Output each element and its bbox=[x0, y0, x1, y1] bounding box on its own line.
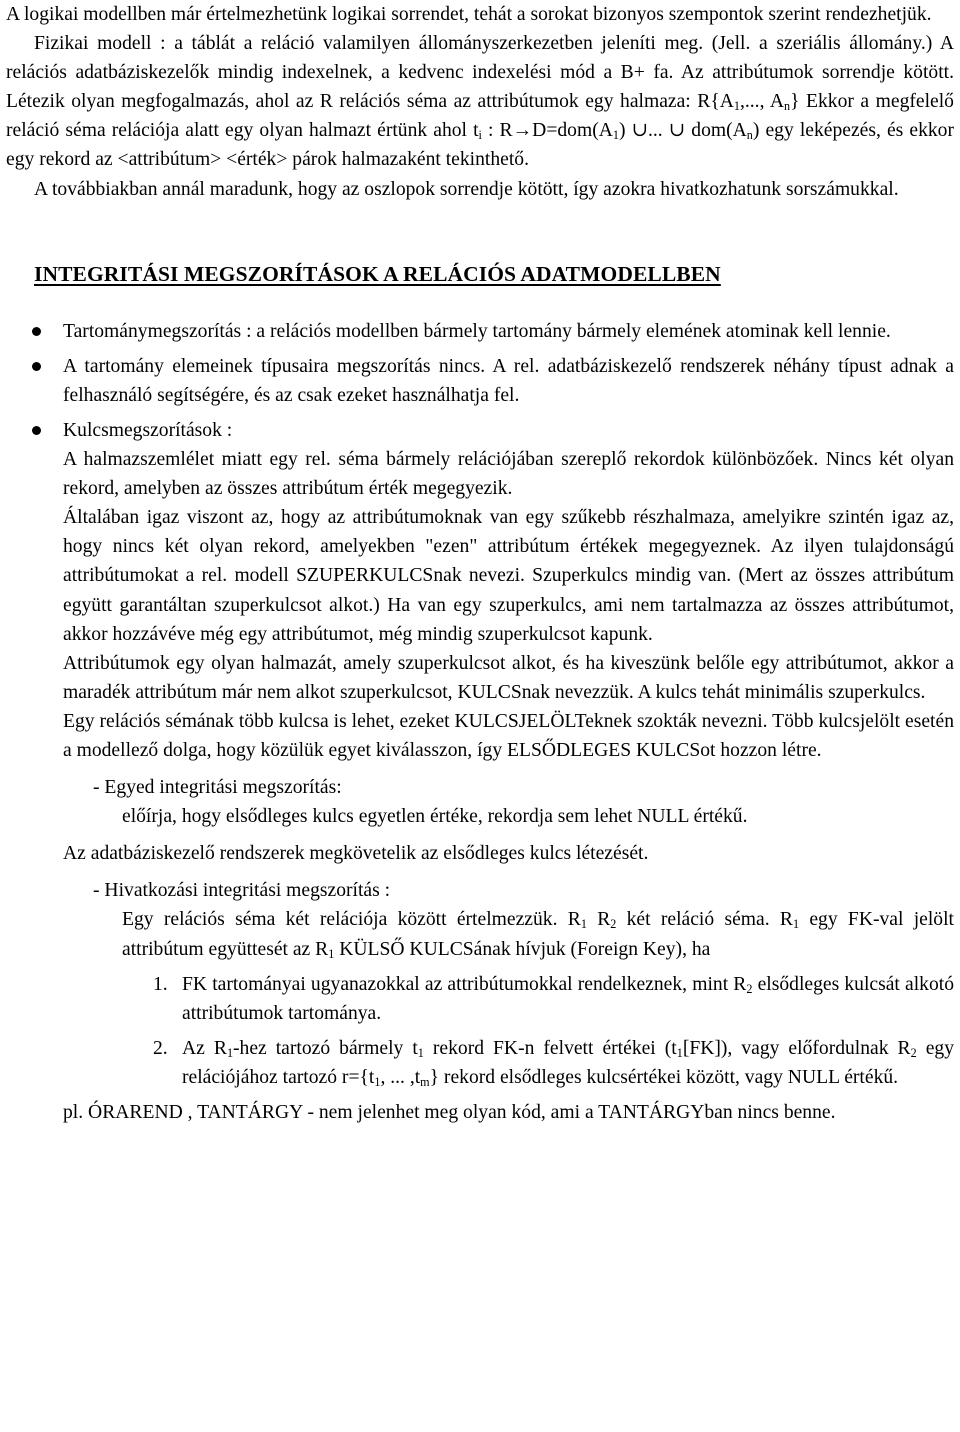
condition-list bbox=[6, 970, 954, 1092]
example-line: pl. ÓRAREND , TANTÁRGY - nem jelenhet meg olyan kód, ami a TANTÁRGYban nincs benne. bbox=[63, 1102, 836, 1123]
referential-integrity-title: - Hivatkozási integritási megszorítás : bbox=[93, 880, 391, 902]
entity-integrity-title: - Egyed integritási megszorítás: bbox=[93, 777, 342, 799]
condition-number: 1. bbox=[153, 973, 168, 995]
key-paragraph-4: Egy relációs sémának több kulcsa is lehet, ezeket KULCSJELÖLTeknek szokták nevezni. Több kulcsjelölt esetén a modellező dolga, hogy közülük egyet kiválasszon, így ELSŐDLEGES KULCSot hozzon létre. bbox=[63, 710, 954, 761]
condition-item-1: 1. FK tartományai ugyanazokkal az attribútumokkal rendelkeznek, mint $R_2$ elsődleges kulcsát alkotó attribútumok tartománya. bbox=[6, 970, 954, 1028]
referential-integrity-text: Egy relációs séma két relációja között értelmezzük. $R_1$ $R_2$ két reláció séma. $R_1$ egy FK-val jelölt attribútum együttesét az $R_1$ KÜLSŐ KULCSának hívjuk (Foreign Key), ha bbox=[122, 909, 954, 961]
bullet-item-types: A tartomány elemeinek típusaira megszorítás nincs. A rel. adatbáziskezelő rendszerek néhány típust adnak a felhasználó segítségére, és az csak ezeket használhatja fel. bbox=[6, 352, 954, 410]
entity-integrity-text: előírja, hogy elsődleges kulcs egyetlen értéke, rekordja sem lehet NULL értékű. bbox=[122, 806, 748, 828]
intro-paragraph-2: Fizikai modell : a táblát a reláció valamilyen állományszerkezetben jeleníti meg. (Jell. a szeriális állomány.) A relációs adatbáziskezelők mindig indexelnek, a kedvenc indexelési mód a B+ fa. Az attribútumok sorrendje kötött. Létezik olyan megfogalmazás, ahol az R relációs séma az attribútumok egy halmaza: $R\{A_1$,..., $A_n$} Ekkor a megfelelő reláció séma relációja alatt egy olyan halmazt értünk ahol $t_i$ : $R\to D=dom(A_1)$ ∪... ∪ $dom(A_n)$ egy leképezés, és ekkor egy rekord az <attribútum> <érték> párok halmazaként tekinthető. bbox=[6, 33, 954, 171]
intro-paragraph-1: A logikai modellben már értelmezhetünk logikai sorrendet, tehát a sorokat bizonyos szempontok szerint rendezhetjük. bbox=[6, 4, 932, 25]
condition-number: 2. bbox=[153, 1037, 168, 1059]
bullet-item-keys: Kulcsmegszorítások : bbox=[6, 416, 954, 445]
condition-item-2: 2. Az $R_1$-hez tartozó bármely $t_1$ rekord FK-n felvett értékei $(t_1[FK])$, vagy előfordulnak $R_2$ egy relációjához tartozó $r=\{t_1$, ... $,t_m$} rekord elsődleges kulcsértékei között, vagy NULL értékű. bbox=[6, 1034, 954, 1092]
section-heading: INTEGRITÁSI MEGSZORÍTÁSOK A RELÁCIÓS ADATMODELLBEN bbox=[34, 261, 721, 286]
bullet-list bbox=[6, 317, 954, 445]
intro-paragraph-3: A továbbiakban annál maradunk, hogy az oszlopok sorrendje kötött, így azokra hivatkozhatunk sorszámukkal. bbox=[34, 178, 899, 200]
key-paragraph-1: A halmazszemlélet miatt egy rel. séma bármely relációjában szereplő rekordok különbözőek. Nincs két olyan rekord, amelyben az összes attribútum érték megegyezik. bbox=[63, 449, 954, 500]
bullet-item-domain: Tartománymegszorítás : a relációs modellben bármely tartomány bármely elemének atominak kell lennie. bbox=[6, 317, 954, 346]
key-paragraph-3: Attribútumok egy olyan halmazát, amely szuperkulcsot alkot, és ha kiveszünk belőle egy attribútumot, akkor a maradék attribútum már nem alkot szuperkulcsot, KULCSnak nevezzük. A kulcs tehát minimális szuperkulcs. bbox=[63, 652, 954, 703]
dbms-note: Az adatbáziskezelő rendszerek megkövetelik az elsődleges kulcs létezését. bbox=[63, 843, 649, 865]
key-paragraph-2: Általában igaz viszont az, hogy az attribútumoknak van egy szűkebb részhalmaza, amelyikre szintén igaz az, hogy nincs két olyan rekord, amelyekben "ezen" attribútum értékek megegyeznek. Az ilyen tulajdonságú attribútumokat a rel. modell SZUPERKULCSnak nevezi. Szuperkulcs mindig van. (Mert az összes attribútum együtt garantáltan szuperkulcsot alkot.) Ha van egy szuperkulcs, ami nem tartalmazza az összes attribútumot, akkor hozzávéve még egy attribútumot, még mindig szuperkulcsot kapunk. bbox=[63, 507, 954, 645]
